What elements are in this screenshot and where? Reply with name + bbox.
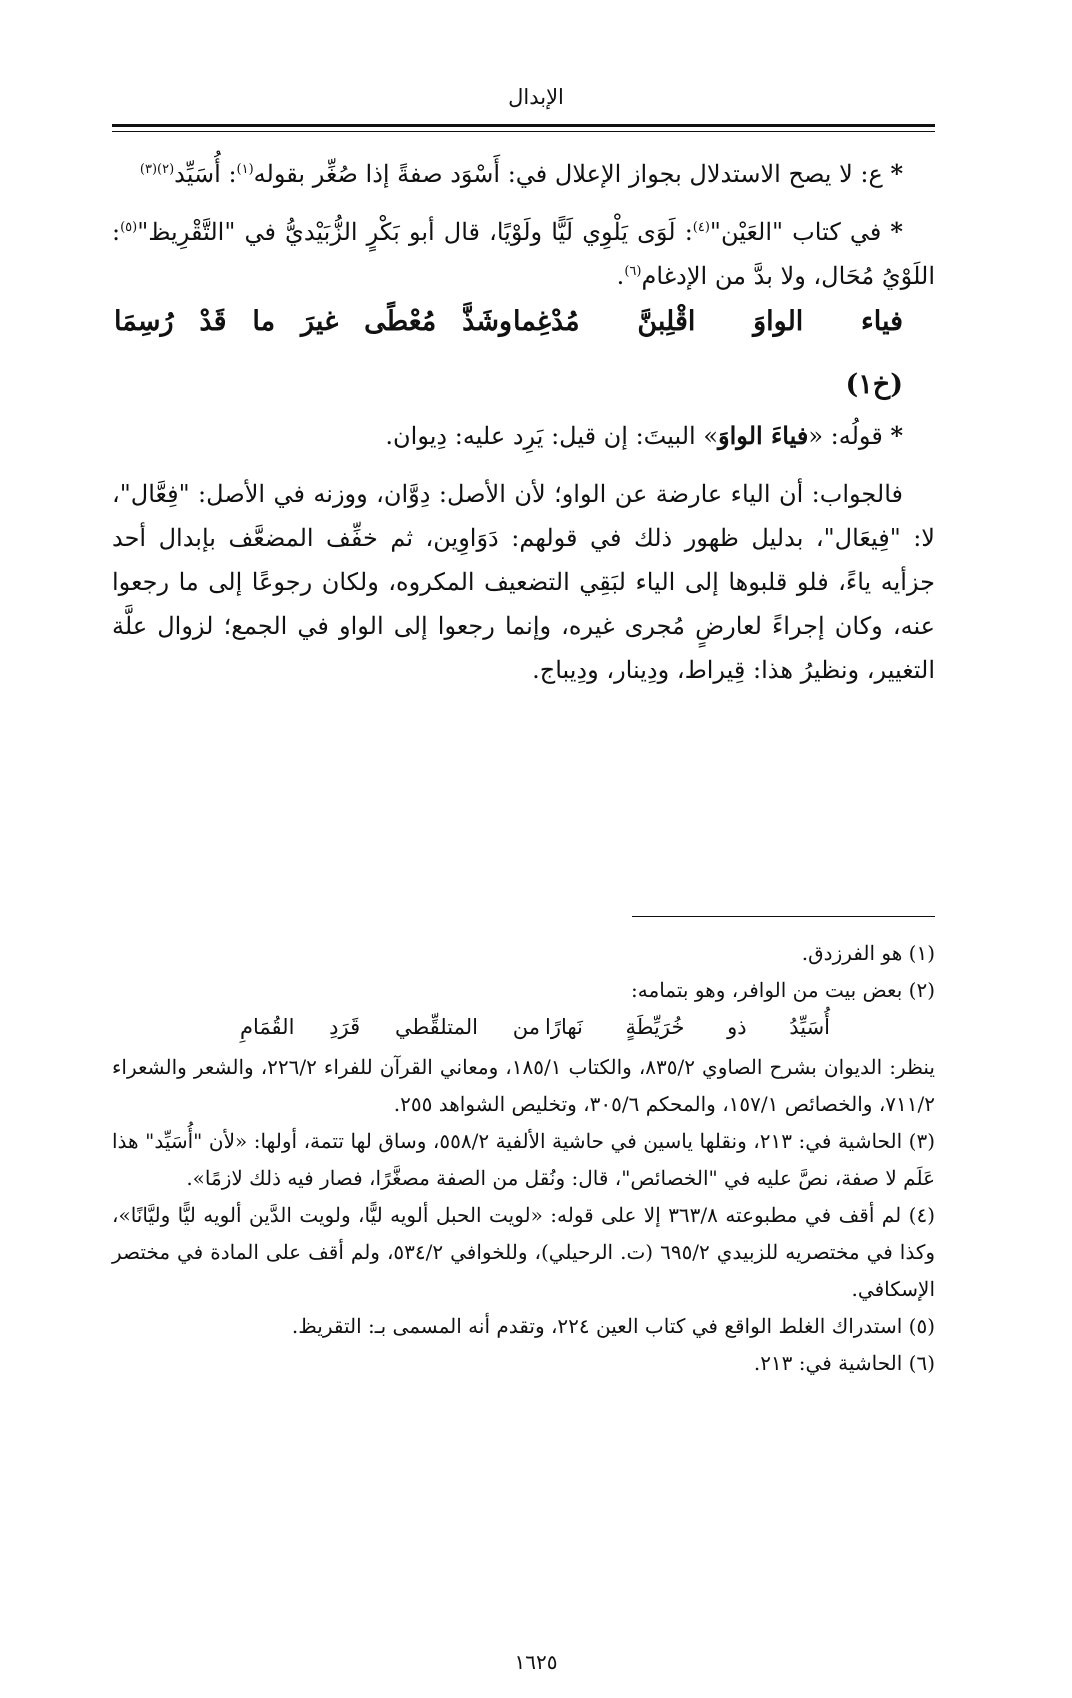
page-number: ١٦٢٥	[514, 1650, 558, 1674]
asterisk-marker: *	[890, 217, 903, 246]
footnote-ref-6: (٦)	[624, 264, 642, 279]
footnote-2-hemistich-1: أُسَيِّدُ ذو خُرَيِّطَةٍ نَهارًا	[545, 1015, 830, 1039]
paragraph-3	[112, 414, 935, 458]
footnote-separator	[632, 916, 935, 917]
paragraph-2-text-d: .	[616, 262, 625, 290]
paragraph-3-quote: فياءَ الواوَ	[718, 421, 809, 450]
footnote-ref-4: (٤)	[692, 220, 710, 235]
footnote-ref-3: (٣)	[139, 162, 158, 177]
footnote-2-hemistich-2: من المتلقِّطي قَرَدِ القُمَامِ	[240, 1015, 540, 1039]
verse-line	[112, 304, 935, 356]
paragraph-3-text-a: قولُه: «	[808, 422, 883, 450]
footnote-2-references: ينظر: الديوان بشرح الصاوي ٨٣٥/٢، والكتاب ١٨٥/١، ومعاني القرآن للفراء ٢٢٦/٢، والشعر والشعراء ٧١١/٢، والخصائص ١٥٧/١، والمحكم ٣٠٥/٦، وتخليص الشواهد ٢٥٥.	[112, 1055, 935, 1116]
header-rule-thin	[112, 131, 935, 132]
footnote-4: (٤) لم أقف في مطبوعته ٣٦٣/٨ إلا على قوله: «لويت الحبل ألويه ليًّا، ولويت الدَّين ألويه ليًّا وليَّانًا»، وكذا في مختصريه للزبيدي ٦٩٥/٢ (ت. الرحيلي)، وللخوافي ٥٣٤/٢، ولم أقف على المادة في مختصر الإسكافي.	[112, 1203, 936, 1301]
main-text	[112, 152, 935, 692]
header-rule-thick	[112, 124, 935, 127]
asterisk-marker: *	[890, 159, 903, 188]
paragraph-2-text-a: في كتاب "العَيْن"	[709, 218, 882, 246]
verse-tag: (خ١)	[845, 369, 903, 400]
footnote-6: (٦) الحاشية في: ٢١٣.	[753, 1351, 935, 1375]
word-usayyid: أُسَيِّد	[174, 160, 221, 188]
paragraph-2-text-c: : اللَوْيُ مُحَال، ولا بدَّ من الإدغام	[112, 218, 935, 290]
paragraph-3-text-b: » البيتَ: إن قيل: يَرِد عليه: دِيوان.	[385, 422, 719, 450]
footnote-3: (٣) الحاشية في: ٢١٣، ونقلها ياسين في حاشية الألفية ٥٥٨/٢، وساق لها تتمة، أولها: «لأن "أُسَيِّد" هذا عَلَم لا صفة، نصَّ عليه في "الخصائص"، قال: ونُقل من الصفة مصغَّرًا، فصار فيه ذلك لازمًا».	[112, 1129, 935, 1190]
footnote-2: (٢) بعض بيت من الوافر، وهو بتمامه:	[631, 978, 935, 1002]
paragraph-2	[112, 210, 935, 298]
footnote-ref-5: (٥)	[120, 220, 138, 235]
footnote-5: (٥) استدراك الغلط الواقع في كتاب العين ٢٢٤، وتقدم أنه المسمى بـ: التقريظ.	[291, 1314, 935, 1338]
verse-hemistich-1: فياء الواوَ اقْلِبنَّ مُدْغِما	[513, 306, 903, 337]
paragraph-1-text: ع: لا يصح الاستدلال بجواز الإعلال في: أَسْوَد صفةً إذا صُغِّر بقوله	[253, 160, 883, 188]
paragraph-4: فالجواب: أن الياء عارضة عن الواو؛ لأن الأصل: دِوَّان، ووزنه في الأصل: "فِعَّال"، لا: "فِيعَال"، بدليل ظهور ذلك في قولهم: دَوَاوِين، ثم خفِّف المضعَّف بإبدال أحد جزأيه ياءً، فلو قلبوها إلى الياء لبَقِي التضعيف المكروه، ولكان رجوعًا إلى ما رجعوا عنه، وكان إجراءً لعارضٍ مُجرى غيره، وإنما رجعوا إلى الواو في الجمع؛ لزوال علَّة التغيير، ونظيرُ هذا: قِيراط، ودِينار، ودِيباج.	[112, 480, 935, 684]
paragraph-1	[112, 152, 935, 196]
verse-hemistich-2: وشَذَّ مُعْطًى غيرَ ما قَدْ رُسِمَا	[114, 306, 512, 337]
running-title: الإبدال	[508, 85, 564, 109]
asterisk-marker: *	[890, 421, 903, 450]
footnote-1: (١) هو الفرزدق.	[801, 941, 935, 965]
footnote-ref-2: (٢)	[157, 162, 175, 177]
paragraph-2-text-b: : لَوَى يَلْوِي لَيًّا ولَوْيًا، قال أبو بَكْرٍ الزُّبَيْديُّ في "التَّقْرِيظ"	[137, 218, 693, 246]
paragraph-1-colon: :	[228, 160, 237, 188]
footnote-ref-1: (١)	[236, 162, 254, 177]
footnotes	[112, 935, 935, 1382]
footnote-2-poem	[112, 1009, 935, 1049]
